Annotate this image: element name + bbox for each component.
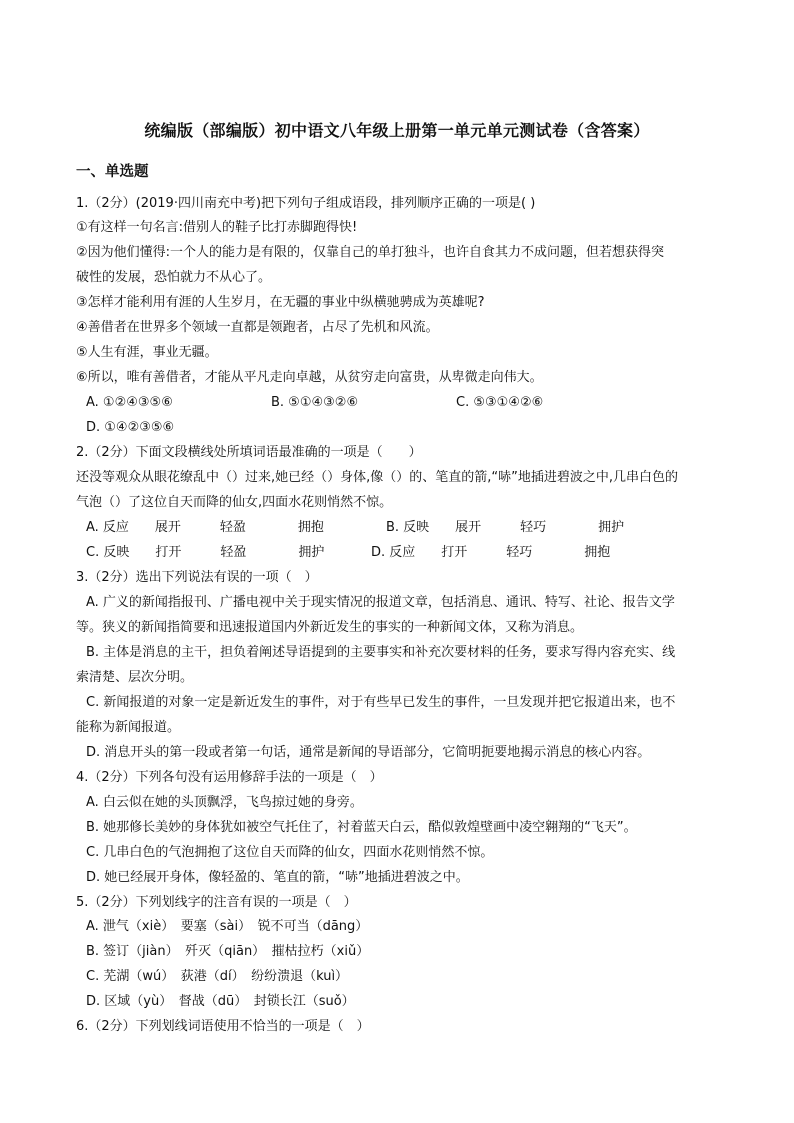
question-5-option-b: B. 签订（jiàn） 歼灭（qiān） 摧枯拉朽（xiǔ） <box>86 944 370 959</box>
question-3-option-a-cont: 等。狭义的新闻指简要和迅速报道国内外新近发生的事实的一种新闻文体，又称为消息。 <box>76 620 584 635</box>
question-4-option-c: C. 几串白色的气泡拥抱了这位自天而降的仙女，四面水花则悄然不惊。 <box>86 845 494 860</box>
question-2-passage-line-1: 还没等观众从眼花缭乱中（）过来,她已经（）身体,像（）的、笔直的箭,“哧”地插进碧波之中,几串白色的 <box>76 470 678 485</box>
question-2-option-d: D. 反应 打开 轻巧 拥抱 <box>371 545 611 560</box>
question-3-option-c-cont: 能称为新闻报道。 <box>76 720 181 735</box>
question-3-option-b-cont: 索清楚、层次分明。 <box>76 670 194 685</box>
page-title: 统编版（部编版）初中语文八年级上册第一单元单元测试卷（含答案） <box>144 121 650 140</box>
question-5-stem: 5.（2分）下列划线字的注音有误的一项是（ ） <box>76 895 357 910</box>
question-1-option-b: B. ⑤①④③②⑥ <box>271 395 359 410</box>
section-heading: 一、单选题 <box>76 164 149 180</box>
question-4-stem: 4.（2分）下列各句没有运用修辞手法的一项是（ ） <box>76 770 383 785</box>
question-3-option-d: D. 消息开头的第一段或者第一句话，通常是新闻的导语部分，它简明扼要地揭示消息的核心内容。 <box>86 745 651 760</box>
question-2-option-c: C. 反映 打开 轻盈 拥护 <box>86 545 325 560</box>
question-2-option-b: B. 反映 展开 轻巧 拥护 <box>386 520 625 535</box>
question-3-option-c: C. 新闻报道的对象一定是新近发生的事件，对于有些早已发生的事件，一旦发现并把它报道出来，也不 <box>86 695 676 710</box>
question-2-option-a: A. 反应 展开 轻盈 拥抱 <box>86 520 324 535</box>
question-1-sentence-1: ①有这样一句名言:借别人的鞋子比打赤脚跑得快! <box>76 220 358 235</box>
question-3-option-a: A. 广义的新闻指报刊、广播电视中关于现实情况的报道文章，包括消息、通讯、特写、社论、报告文学 <box>86 595 675 610</box>
question-4-option-a: A. 白云似在她的头顶飘浮，飞鸟掠过她的身旁。 <box>86 795 363 810</box>
question-2-passage-line-2: 气泡（）了这位自天而降的仙女,四面水花则悄然不惊。 <box>76 495 393 510</box>
question-3-option-b: B. 主体是消息的主干，担负着阐述导语提到的主要事实和补充次要材料的任务，要求写得内容充实、线 <box>86 645 676 660</box>
question-1-option-c: C. ⑤③①④②⑥ <box>456 395 544 410</box>
question-1-option-d: D. ①④②③⑤⑥ <box>86 420 175 435</box>
question-1-option-a: A. ①②④③⑤⑥ <box>86 395 173 410</box>
question-2-stem: 2.（2分）下面文段横线处所填词语最准确的一项是（ ） <box>76 445 422 460</box>
question-1-sentence-6: ⑥所以，唯有善借者，才能从平凡走向卓越，从贫穷走向富贵，从卑微走向伟大。 <box>76 370 543 385</box>
question-3-stem: 3.（2分）选出下列说法有误的一项（ ） <box>76 570 318 585</box>
question-4-option-b: B. 她那修长美妙的身体犹如被空气托住了，衬着蓝天白云，酷似敦煌壁画中凌空翱翔的“飞天”。 <box>86 820 637 835</box>
question-1-stem: 1.（2分）(2019·四川南充中考)把下列句子组成语段，排列顺序正确的一项是( ) <box>76 196 536 211</box>
question-6-stem: 6.（2分）下列划线词语使用不恰当的一项是（ ） <box>76 1019 370 1034</box>
question-1-sentence-2-cont: 破性的发展，恐怕就力不从心了。 <box>76 270 272 285</box>
question-1-sentence-3: ③怎样才能利用有涯的人生岁月，在无疆的事业中纵横驰骋成为英雄呢? <box>76 295 485 310</box>
question-1-sentence-4: ④善借者在世界多个领域一直都是领跑者，占尽了先机和风流。 <box>76 320 439 335</box>
question-5-option-a: A. 泄气（xiè） 要塞（sài） 锐不可当（dāng） <box>86 919 369 934</box>
question-5-option-c: C. 芜湖（wú） 荻港（dí） 纷纷溃退（kuì） <box>86 969 349 984</box>
question-5-option-d: D. 区域（yù） 督战（dū） 封锁长江（suǒ） <box>86 994 355 1009</box>
question-1-sentence-5: ⑤人生有涯，事业无疆。 <box>76 345 218 360</box>
question-4-option-d: D. 她已经展开身体，像轻盈的、笔直的箭，“哧”地插进碧波之中。 <box>86 870 469 885</box>
question-1-sentence-2: ②因为他们懂得:一个人的能力是有限的，仅靠自己的单打独斗，也许自食其力不成问题，但若想获得突 <box>76 245 665 260</box>
